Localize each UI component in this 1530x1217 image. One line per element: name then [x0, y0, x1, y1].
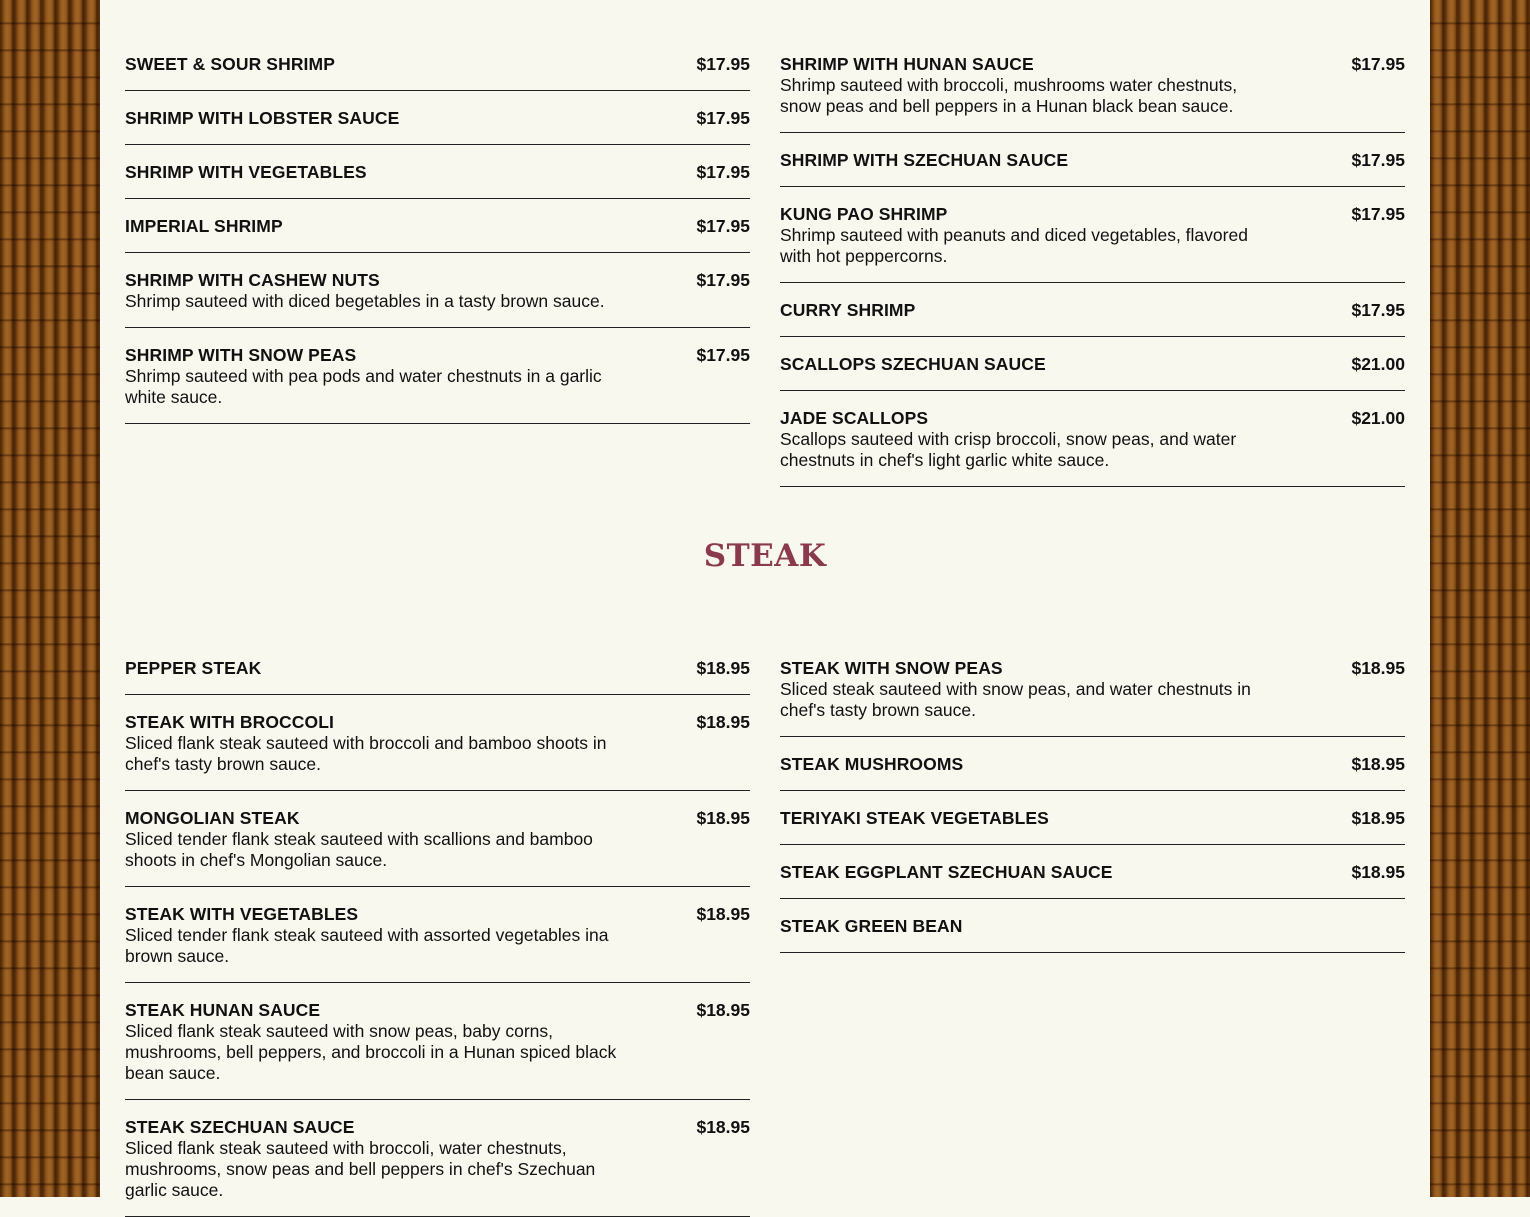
- shrimp-column-right: [780, 10, 1405, 487]
- item-name: STEAK WITH BROCCOLI: [125, 712, 334, 732]
- item-name: SHRIMP WITH SNOW PEAS: [125, 345, 357, 365]
- item-price: $17.95: [1351, 204, 1405, 224]
- item-description: Sliced flank steak sauteed with broccoli, water chestnuts, mushrooms, snow peas and bell peppers in chef's Szechuan garlic sauce.: [125, 1138, 596, 1200]
- item-name: STEAK SZECHUAN SAUCE: [125, 1117, 355, 1137]
- steak-column-right: [780, 614, 1405, 953]
- item-price: $18.95: [1351, 754, 1405, 774]
- menu-item[interactable]: [780, 187, 1405, 283]
- menu-item[interactable]: [125, 887, 750, 983]
- menu-item[interactable]: [125, 199, 750, 253]
- item-name: SHRIMP WITH CASHEW NUTS: [125, 270, 380, 290]
- item-name: STEAK WITH SNOW PEAS: [780, 658, 1003, 678]
- bamboo-border-right: [1430, 0, 1530, 1197]
- item-description: Sliced flank steak sauteed with broccoli and bamboo shoots in chef's tasty brown sauce.: [125, 733, 607, 774]
- menu-item[interactable]: [780, 10, 1405, 133]
- item-name: IMPERIAL SHRIMP: [125, 216, 283, 236]
- item-price: $17.95: [1351, 150, 1405, 170]
- menu-item[interactable]: [125, 10, 750, 91]
- item-price: $17.95: [696, 345, 750, 365]
- item-description: Sliced tender flank steak sauteed with scallions and bamboo shoots in chef's Mongolian sauce.: [125, 829, 593, 870]
- item-name: TERIYAKI STEAK VEGETABLES: [780, 808, 1049, 828]
- item-description: Shrimp sauteed with pea pods and water chestnuts in a garlic white sauce.: [125, 366, 602, 407]
- item-price: $18.95: [1351, 808, 1405, 828]
- menu-item[interactable]: [780, 391, 1405, 487]
- item-price: $21.00: [1351, 408, 1405, 428]
- menu-item[interactable]: [780, 899, 1405, 953]
- steak-column-left: [125, 614, 750, 1217]
- menu-item[interactable]: [125, 614, 750, 695]
- item-name: CURRY SHRIMP: [780, 300, 916, 320]
- shrimp-section: [125, 10, 1405, 480]
- bamboo-border-left: [0, 0, 100, 1197]
- item-name: SHRIMP WITH HUNAN SAUCE: [780, 54, 1034, 74]
- item-name: PEPPER STEAK: [125, 658, 262, 678]
- item-price: $18.95: [696, 808, 750, 828]
- menu-item[interactable]: [125, 695, 750, 791]
- menu-item[interactable]: [780, 133, 1405, 187]
- item-description: Shrimp sauteed with broccoli, mushrooms water chestnuts, snow peas and bell peppers in a Hunan black bean sauce.: [780, 75, 1238, 116]
- item-name: STEAK GREEN BEAN: [780, 916, 963, 936]
- item-price: $18.95: [696, 1000, 750, 1020]
- item-price: $18.95: [1351, 658, 1405, 678]
- item-price: $18.95: [1351, 862, 1405, 882]
- menu-item[interactable]: [780, 614, 1405, 737]
- item-name: STEAK HUNAN SAUCE: [125, 1000, 321, 1020]
- item-price: $17.95: [1351, 300, 1405, 320]
- menu-item[interactable]: [780, 737, 1405, 791]
- item-price: $18.95: [696, 1117, 750, 1137]
- menu-item[interactable]: [125, 983, 750, 1100]
- menu-item[interactable]: [780, 845, 1405, 899]
- menu-item[interactable]: [125, 1100, 750, 1217]
- item-price: $17.95: [696, 216, 750, 236]
- item-price: $17.95: [696, 54, 750, 74]
- item-name: SWEET & SOUR SHRIMP: [125, 54, 335, 74]
- section-title-steak: STEAK: [703, 538, 827, 574]
- menu-item[interactable]: [125, 791, 750, 887]
- item-description: Shrimp sauteed with peanuts and diced vegetables, flavored with hot peppercorns.: [780, 225, 1248, 266]
- menu-item[interactable]: [780, 283, 1405, 337]
- item-price: $17.95: [696, 270, 750, 290]
- menu-item[interactable]: [125, 145, 750, 199]
- item-name: SHRIMP WITH LOBSTER SAUCE: [125, 108, 400, 128]
- item-description: Sliced flank steak sauteed with snow peas, baby corns, mushrooms, bell peppers, and broccoli in a Hunan spiced black bean sauce.: [125, 1021, 617, 1083]
- menu-item[interactable]: [125, 91, 750, 145]
- item-description: Sliced tender flank steak sauteed with assorted vegetables ina brown sauce.: [125, 925, 609, 966]
- item-name: MONGOLIAN STEAK: [125, 808, 300, 828]
- item-name: STEAK WITH VEGETABLES: [125, 904, 359, 924]
- menu-page: [100, 0, 1430, 1200]
- item-price: $17.95: [696, 162, 750, 182]
- item-name: STEAK EGGPLANT SZECHUAN SAUCE: [780, 862, 1113, 882]
- menu-item[interactable]: [780, 791, 1405, 845]
- steak-section: [125, 614, 1405, 1200]
- item-name: SCALLOPS SZECHUAN SAUCE: [780, 354, 1046, 374]
- item-description: Shrimp sauteed with diced begetables in a tasty brown sauce.: [125, 291, 605, 311]
- item-price: $18.95: [696, 712, 750, 732]
- item-description: Sliced steak sauteed with snow peas, and water chestnuts in chef's tasty brown sauce.: [780, 679, 1251, 720]
- item-description: Scallops sauteed with crisp broccoli, snow peas, and water chestnuts in chef's light garlic white sauce.: [780, 429, 1237, 470]
- item-price: $18.95: [696, 904, 750, 924]
- menu-item[interactable]: [125, 253, 750, 328]
- item-name: JADE SCALLOPS: [780, 408, 929, 428]
- item-price: $21.00: [1351, 354, 1405, 374]
- menu-item[interactable]: [780, 337, 1405, 391]
- shrimp-column-left: [125, 10, 750, 424]
- menu-item[interactable]: [125, 328, 750, 424]
- item-name: SHRIMP WITH SZECHUAN SAUCE: [780, 150, 1069, 170]
- item-name: STEAK MUSHROOMS: [780, 754, 964, 774]
- item-price: $17.95: [1351, 54, 1405, 74]
- item-price: $17.95: [696, 108, 750, 128]
- item-name: KUNG PAO SHRIMP: [780, 204, 948, 224]
- item-price: $18.95: [696, 658, 750, 678]
- item-name: SHRIMP WITH VEGETABLES: [125, 162, 367, 182]
